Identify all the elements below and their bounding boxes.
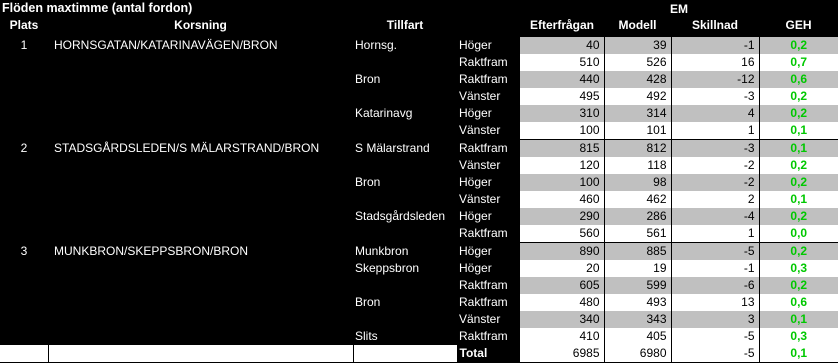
row-korsning[interactable] — [48, 260, 353, 277]
row-modell[interactable]: 286 — [604, 208, 671, 225]
row-tillfart[interactable]: Bron — [355, 72, 381, 86]
row-geh[interactable]: 0,1 — [759, 122, 838, 140]
row-korsning[interactable]: STADSGÅRDSLEDEN/S MÄLARSTRAND/BRON — [54, 140, 320, 155]
row-plats[interactable] — [0, 294, 48, 311]
row-plats[interactable] — [0, 277, 48, 294]
row-korsning[interactable] — [48, 311, 353, 328]
row-modell[interactable]: 599 — [604, 277, 671, 294]
row-direction[interactable]: Höger — [457, 37, 520, 55]
row-geh[interactable]: 0,2 — [759, 88, 838, 105]
row-direction[interactable]: Raktfram — [459, 295, 508, 309]
row-plats[interactable] — [0, 311, 48, 328]
row-korsning[interactable] — [48, 208, 353, 225]
row-geh[interactable]: 0,2 — [759, 37, 838, 55]
row-modell[interactable]: 885 — [604, 243, 671, 261]
row-plats[interactable] — [0, 88, 48, 105]
header-geh: GEH — [785, 18, 812, 32]
row-efterfragan[interactable]: 480 — [520, 294, 604, 311]
row-modell[interactable]: 526 — [604, 54, 671, 71]
row-modell[interactable]: 428 — [604, 71, 671, 88]
row-efterfragan[interactable]: 815 — [520, 140, 604, 158]
row-efterfragan[interactable]: 510 — [520, 54, 604, 71]
table-row — [0, 88, 838, 105]
row-efterfragan[interactable]: 100 — [520, 122, 604, 140]
row-skillnad[interactable]: 4 — [671, 105, 759, 122]
total-modell[interactable]: 6980 — [604, 345, 671, 362]
row-plats[interactable]: 2 — [20, 140, 28, 155]
row-skillnad[interactable]: -3 — [671, 88, 759, 105]
row-direction[interactable]: Raktfram — [459, 55, 508, 69]
table-row — [0, 54, 838, 71]
row-skillnad[interactable]: 2 — [671, 191, 759, 208]
row-efterfragan[interactable]: 40 — [520, 37, 604, 55]
row-efterfragan[interactable]: 495 — [520, 88, 604, 105]
table-row — [0, 71, 838, 88]
table-row — [0, 328, 838, 345]
header-efterfragan: Efterfrågan — [529, 18, 594, 32]
row-geh[interactable]: 0,7 — [759, 54, 838, 71]
row-skillnad[interactable]: 1 — [671, 225, 759, 243]
flow-table — [0, 36, 838, 362]
row-efterfragan[interactable]: 120 — [520, 157, 604, 174]
row-modell[interactable]: 39 — [604, 37, 671, 55]
row-plats[interactable] — [0, 225, 48, 243]
row-modell[interactable]: 101 — [604, 122, 671, 140]
row-korsning[interactable] — [48, 191, 353, 208]
total-row — [0, 345, 838, 362]
table-row — [0, 37, 838, 55]
total-blank-korsning — [48, 345, 353, 362]
table-row — [0, 225, 838, 243]
row-plats[interactable] — [0, 71, 48, 88]
row-modell[interactable]: 343 — [604, 311, 671, 328]
row-skillnad[interactable]: -3 — [671, 140, 759, 158]
row-direction[interactable]: Vänster — [459, 192, 501, 206]
row-efterfragan[interactable]: 460 — [520, 191, 604, 208]
row-korsning[interactable] — [48, 157, 353, 174]
row-plats[interactable] — [0, 208, 48, 225]
total-geh[interactable]: 0,1 — [759, 345, 838, 362]
row-efterfragan[interactable]: 440 — [520, 71, 604, 88]
row-korsning[interactable] — [48, 122, 353, 140]
row-geh[interactable]: 0,3 — [759, 260, 838, 277]
row-modell[interactable]: 493 — [604, 294, 671, 311]
em-header: EM — [670, 2, 688, 16]
row-skillnad[interactable]: -2 — [671, 157, 759, 174]
row-tillfart[interactable]: Munkbron — [355, 243, 409, 258]
row-korsning[interactable] — [48, 328, 353, 345]
table-row — [0, 140, 838, 158]
total-skillnad[interactable]: -5 — [671, 345, 759, 362]
total-efterfragan[interactable]: 6985 — [520, 345, 604, 362]
row-tillfart[interactable]: Slits — [355, 329, 378, 343]
row-skillnad[interactable]: -4 — [671, 208, 759, 225]
row-modell[interactable]: 492 — [604, 88, 671, 105]
row-korsning[interactable]: MUNKBRON/SKEPPSBRON/BRON — [54, 243, 249, 258]
row-direction[interactable]: Höger — [459, 209, 492, 223]
row-plats[interactable] — [0, 328, 48, 345]
table-row — [0, 277, 838, 294]
row-korsning[interactable] — [48, 174, 353, 191]
row-skillnad[interactable]: 3 — [671, 311, 759, 328]
row-direction[interactable]: Raktfram — [457, 140, 520, 158]
row-direction[interactable]: Höger — [457, 243, 520, 261]
row-tillfart[interactable] — [353, 54, 457, 71]
row-geh[interactable]: 0,1 — [759, 311, 838, 328]
row-tillfart[interactable] — [353, 122, 457, 140]
header-korsning: Korsning — [174, 18, 227, 32]
row-tillfart[interactable] — [353, 88, 457, 105]
row-direction[interactable]: Vänster — [459, 158, 501, 172]
row-geh[interactable]: 0,2 — [759, 208, 838, 225]
row-tillfart[interactable]: Stadsgårdsleden — [355, 209, 446, 223]
row-skillnad[interactable]: 13 — [671, 294, 759, 311]
table-row — [0, 191, 838, 208]
table-row — [0, 243, 838, 261]
row-plats[interactable] — [0, 157, 48, 174]
row-korsning[interactable] — [48, 54, 353, 71]
row-direction[interactable]: Raktfram — [459, 72, 508, 86]
row-geh[interactable]: 0,2 — [759, 105, 838, 122]
row-korsning[interactable] — [48, 71, 353, 88]
row-skillnad[interactable]: -5 — [671, 328, 759, 345]
row-geh[interactable]: 0,2 — [759, 277, 838, 294]
row-direction[interactable]: Vänster — [459, 89, 501, 103]
row-korsning[interactable] — [48, 105, 353, 122]
row-korsning[interactable] — [48, 88, 353, 105]
row-direction[interactable]: Höger — [459, 175, 492, 189]
row-modell[interactable]: 812 — [604, 140, 671, 158]
row-plats[interactable] — [0, 105, 48, 122]
row-direction[interactable]: Raktfram — [459, 329, 508, 343]
row-efterfragan[interactable]: 310 — [520, 105, 604, 122]
row-tillfart[interactable] — [353, 277, 457, 294]
row-skillnad[interactable]: 1 — [671, 122, 759, 140]
row-geh[interactable]: 0,6 — [759, 71, 838, 88]
total-label[interactable]: Total — [457, 345, 520, 362]
row-geh[interactable]: 0,3 — [759, 328, 838, 345]
row-modell[interactable]: 118 — [604, 157, 671, 174]
row-korsning[interactable] — [48, 225, 353, 243]
row-geh[interactable]: 0,2 — [759, 243, 838, 261]
total-blank-plats — [0, 345, 48, 362]
row-tillfart[interactable] — [353, 191, 457, 208]
row-korsning[interactable] — [48, 294, 353, 311]
table-row — [0, 208, 838, 225]
row-efterfragan[interactable]: 410 — [520, 328, 604, 345]
row-efterfragan[interactable]: 20 — [520, 260, 604, 277]
row-direction[interactable]: Raktfram — [459, 226, 508, 240]
table-row — [0, 157, 838, 174]
row-korsning[interactable] — [48, 277, 353, 294]
row-direction[interactable]: Höger — [459, 106, 492, 120]
row-tillfart[interactable] — [353, 157, 457, 174]
row-plats[interactable] — [0, 122, 48, 140]
row-plats[interactable] — [0, 260, 48, 277]
row-skillnad[interactable]: -5 — [671, 243, 759, 261]
row-geh[interactable]: 0,1 — [759, 140, 838, 158]
row-skillnad[interactable]: 16 — [671, 54, 759, 71]
row-plats[interactable]: 1 — [20, 37, 28, 52]
row-tillfart[interactable]: Katarinavg — [355, 106, 413, 120]
row-skillnad[interactable]: -6 — [671, 277, 759, 294]
row-geh[interactable]: 0,1 — [759, 191, 838, 208]
row-modell[interactable]: 561 — [604, 225, 671, 243]
row-tillfart[interactable]: S Mälarstrand — [355, 140, 430, 155]
row-skillnad[interactable]: -12 — [671, 71, 759, 88]
sheet-title: Flöden maxtimme (antal fordon) — [2, 1, 193, 15]
row-skillnad[interactable]: -2 — [671, 174, 759, 191]
row-direction[interactable]: Höger — [459, 261, 492, 275]
header-tillfart: Tillfart — [386, 18, 424, 32]
row-tillfart[interactable]: Bron — [355, 175, 381, 189]
row-modell[interactable]: 314 — [604, 105, 671, 122]
row-efterfragan[interactable]: 605 — [520, 277, 604, 294]
row-direction[interactable]: Vänster — [459, 123, 501, 137]
row-modell[interactable]: 98 — [604, 174, 671, 191]
row-skillnad[interactable]: -1 — [671, 260, 759, 277]
table-row — [0, 311, 838, 328]
row-tillfart[interactable]: Skeppsbron — [355, 261, 420, 275]
row-geh[interactable]: 0,6 — [759, 294, 838, 311]
table-row — [0, 105, 838, 122]
row-plats[interactable] — [0, 191, 48, 208]
row-plats[interactable] — [0, 174, 48, 191]
header-plats: Plats — [9, 18, 39, 32]
row-efterfragan[interactable]: 340 — [520, 311, 604, 328]
row-geh[interactable]: 0,0 — [759, 225, 838, 243]
row-modell[interactable]: 405 — [604, 328, 671, 345]
table-row — [0, 260, 838, 277]
total-blank-tillfart — [353, 345, 457, 362]
table-row — [0, 122, 838, 140]
row-efterfragan[interactable]: 560 — [520, 225, 604, 243]
row-geh[interactable]: 0,2 — [759, 174, 838, 191]
table-row — [0, 294, 838, 311]
row-geh[interactable]: 0,2 — [759, 157, 838, 174]
row-tillfart[interactable]: Hornsg. — [355, 37, 398, 52]
row-efterfragan[interactable]: 890 — [520, 243, 604, 261]
header-modell: Modell — [618, 18, 657, 32]
row-plats[interactable] — [0, 54, 48, 71]
row-direction[interactable]: Vänster — [459, 312, 501, 326]
row-tillfart[interactable] — [353, 311, 457, 328]
row-efterfragan[interactable]: 100 — [520, 174, 604, 191]
row-skillnad[interactable]: -1 — [671, 37, 759, 55]
row-tillfart[interactable] — [353, 225, 457, 243]
table-body — [0, 37, 838, 363]
row-tillfart[interactable]: Bron — [355, 295, 381, 309]
row-plats[interactable]: 3 — [20, 243, 28, 258]
table-row — [0, 174, 838, 191]
row-modell[interactable]: 19 — [604, 260, 671, 277]
row-korsning[interactable]: HORNSGATAN/KATARINAVÄGEN/BRON — [54, 37, 278, 52]
row-efterfragan[interactable]: 290 — [520, 208, 604, 225]
row-modell[interactable]: 462 — [604, 191, 671, 208]
header-skillnad: Skillnad — [691, 18, 738, 32]
row-direction[interactable]: Raktfram — [459, 278, 508, 292]
